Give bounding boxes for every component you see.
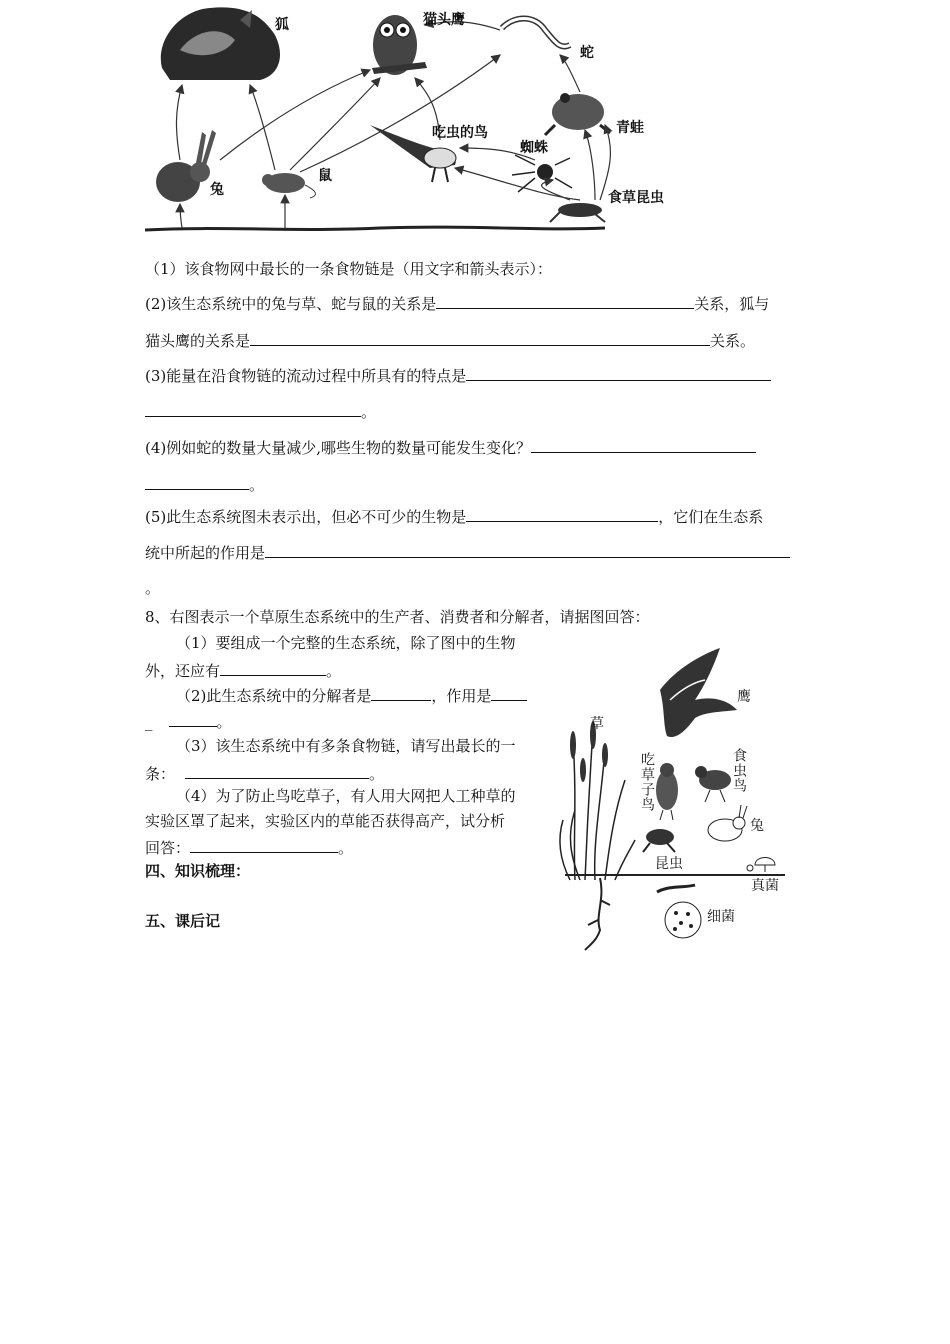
herbivorous-insect-illustration [550, 203, 605, 222]
insect-bird-illustration-2 [695, 766, 731, 802]
question-1: （1）该食物网中最长的一条食物链是（用文字和箭头表示）： [145, 260, 553, 278]
question-8-2-end: 。 [216, 713, 232, 731]
question-3-end: 。 [361, 403, 377, 421]
question-8-1-line-2 [145, 659, 341, 681]
mouse-illustration [262, 173, 315, 198]
question-4-line-1 [145, 436, 756, 458]
label-frog: 青蛙 [616, 120, 644, 136]
question-2-text-c: 猫头鹰的关系是 [145, 332, 251, 350]
question-2-text-b: 关系，狐与 [694, 295, 770, 313]
answer-blank-3a[interactable] [466, 364, 771, 381]
answer-blank-8-2b[interactable] [491, 684, 527, 701]
question-4-text: (4)例如蛇的数量大量减少,哪些生物的数量可能发生变化？ [145, 439, 532, 457]
label-insect-bird: 吃虫的鸟 [432, 125, 488, 141]
label-herbivorous-insect: 食草昆虫 [608, 190, 664, 206]
section-four-heading: 四、知识梳理： [145, 862, 251, 880]
grassland-figure [555, 640, 795, 955]
question-3-line-1 [145, 364, 771, 386]
question-8-2-text-b: ，作用是 [431, 687, 492, 705]
label-snake: 蛇 [580, 45, 594, 61]
section-five-heading: 五、课后记 [145, 912, 221, 930]
rabbit-illustration [156, 130, 216, 202]
fungi-illustration [747, 858, 775, 873]
question-8-2-underscore: _ [145, 713, 153, 731]
question-2-line-1 [145, 292, 769, 314]
question-4-line-2 [145, 473, 264, 495]
roots-illustration [585, 878, 610, 950]
seed-bird-illustration [656, 763, 678, 820]
question-3-text: (3)能量在沿食物链的流动过程中所具有的特点是 [145, 367, 467, 385]
question-4-end: 。 [249, 476, 265, 494]
answer-blank-8-2c[interactable] [169, 710, 217, 727]
question-2-text-d: 关系。 [710, 332, 756, 350]
question-8-1-line-1: （1）要组成一个完整的生态系统，除了图中的生物 [176, 634, 516, 652]
hawk-illustration [660, 648, 737, 737]
answer-blank-8-2a[interactable] [371, 684, 431, 701]
question-3-line-2 [145, 400, 376, 422]
question-8-3-line-2 [145, 762, 384, 784]
snake-illustration [502, 18, 570, 46]
question-8-3-line-1: （3）该生态系统中有多条食物链，请写出最长的一 [176, 737, 516, 755]
question-8-4-end: 。 [338, 839, 354, 857]
label-fungi: 真菌 [751, 878, 779, 894]
answer-blank-5a[interactable] [466, 505, 658, 522]
label-grass: 草 [590, 716, 604, 732]
answer-blank-4b[interactable] [145, 473, 249, 490]
question-5-end: 。 [145, 579, 161, 597]
rabbit-illustration-2 [708, 805, 747, 841]
fox-illustration [161, 7, 280, 80]
question-8-2-text-a: （2)此生态系统中的分解者是 [176, 687, 372, 705]
question-8-3-end: 。 [369, 765, 385, 783]
label-hawk: 鹰 [737, 689, 751, 705]
answer-blank-8-4[interactable] [190, 836, 338, 853]
answer-blank-8-1[interactable] [220, 659, 326, 676]
question-8-1-text: 外，还应有 [145, 662, 221, 680]
grassland-drawing [555, 640, 795, 955]
label-insect: 昆虫 [655, 856, 683, 872]
question-8-2-line-1 [176, 684, 527, 706]
label-rabbit: 兔 [210, 182, 224, 198]
answer-blank-3b[interactable] [145, 400, 361, 417]
question-8-4-line-3 [145, 836, 353, 858]
question-2-text-a: (2)该生态系统中的兔与草、蛇与鼠的关系是 [145, 295, 437, 313]
label-rabbit: 兔 [750, 818, 764, 834]
answer-blank-2b[interactable] [250, 329, 710, 346]
label-mouse: 鼠 [318, 168, 332, 184]
answer-blank-4a[interactable] [531, 436, 756, 453]
bacteria-illustration [665, 902, 701, 938]
ground-line [145, 227, 605, 230]
food-web-figure [140, 0, 700, 245]
frog-illustration [545, 93, 610, 135]
label-fox: 狐 [275, 17, 289, 33]
question-5-line-2 [145, 541, 790, 563]
question-8-2-line-2 [145, 710, 232, 732]
question-5-text-c: 统中所起的作用是 [145, 544, 266, 562]
worm-illustration [657, 885, 695, 892]
answer-blank-8-3[interactable] [185, 762, 369, 779]
question-2-line-2 [145, 329, 755, 351]
label-seed-bird: 吃草子鸟 [639, 752, 655, 812]
label-spider: 蜘蛛 [520, 140, 548, 156]
question-8-4-line-1: （4）为了防止鸟吃草子，有人用大网把人工种草的 [176, 787, 516, 805]
question-5-line-1 [145, 505, 763, 527]
question-8-4-text: 回答： [145, 839, 191, 857]
insect-illustration [643, 829, 675, 852]
label-bacteria: 细菌 [707, 909, 735, 925]
question-8-intro: 8、右图表示一个草原生态系统中的生产者、消费者和分解者，请据图回答： [145, 608, 650, 626]
label-insect-bird: 食虫鸟 [731, 748, 747, 793]
label-owl: 猫头鹰 [423, 12, 465, 28]
question-8-1-end: 。 [326, 662, 342, 680]
answer-blank-2a[interactable] [436, 292, 694, 309]
question-5-text-a: (5)此生态系统图未表示出，但必不可少的生物是 [145, 508, 467, 526]
owl-illustration [372, 15, 427, 75]
answer-blank-5b[interactable] [265, 541, 790, 558]
question-8-4-line-2: 实验区罩了起来，实验区内的草能否获得高产，试分析 [145, 812, 506, 830]
question-5-text-b: ，它们在生态系 [658, 508, 764, 526]
question-8-3-text: 条： [145, 765, 176, 783]
